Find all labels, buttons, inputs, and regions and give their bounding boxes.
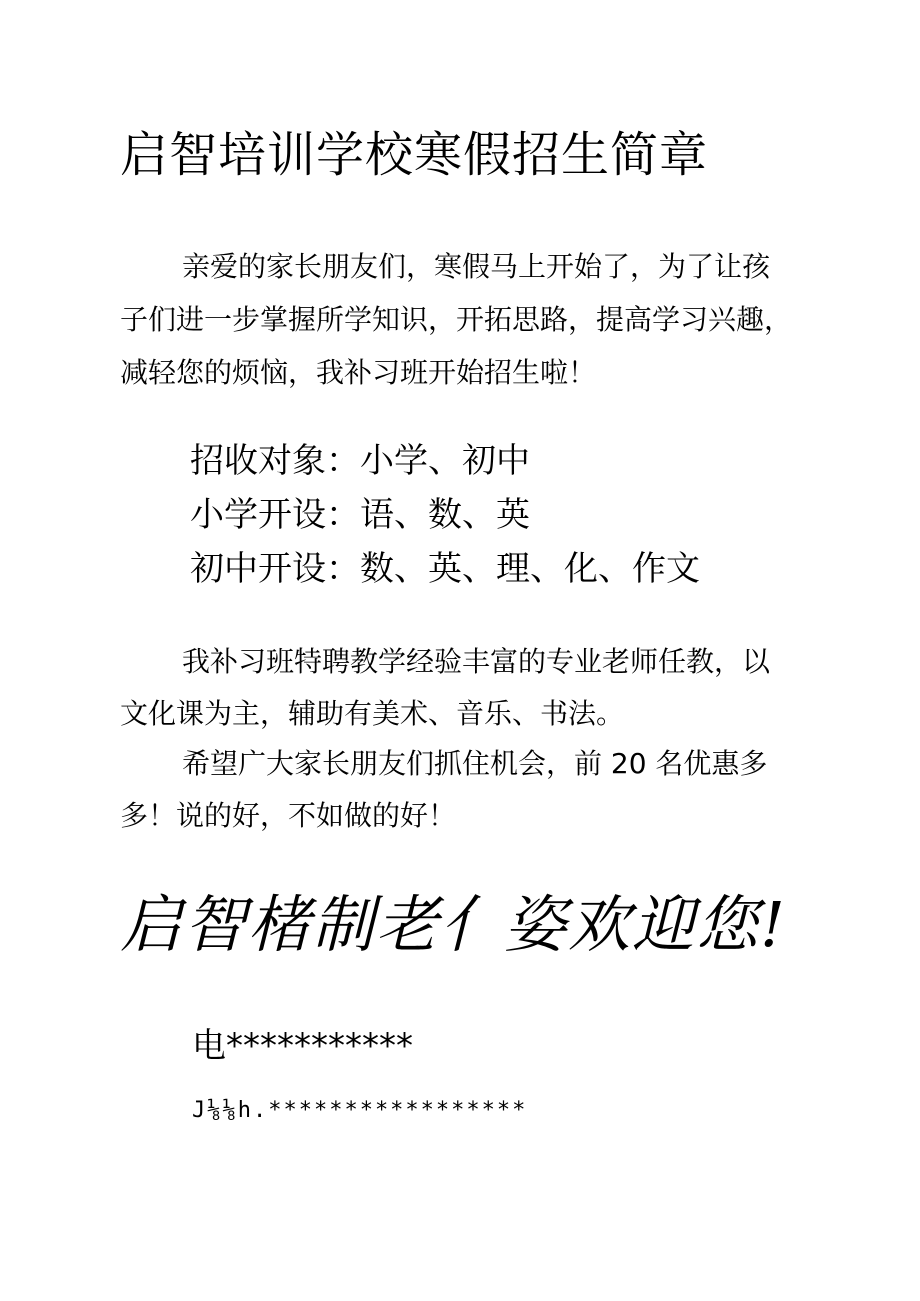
intro-line-3: 减轻您的烦恼，我补习班开始招生啦！ (120, 356, 597, 389)
closing-line-1: 希望广大家长朋友们抓住机会，前 20 名优惠多 (182, 747, 768, 780)
teachers-line-1: 我补习班特聘教学经验丰富的专业老师任教，以 (182, 645, 771, 678)
contact-web: J⅛⅛h.***************** (192, 1098, 528, 1123)
closing-line-2: 多！说的好，不如做的好！ (120, 799, 457, 832)
contact-phone: 电*********** (192, 1026, 413, 1066)
teachers-paragraph (120, 636, 840, 740)
course-offerings (190, 434, 700, 596)
offering-target: 招收对象：小学、初中 (190, 441, 530, 481)
intro-paragraph (120, 240, 840, 399)
intro-line-1: 亲爱的家长朋友们，寒假马上开始了，为了让孩 (182, 250, 771, 283)
teachers-line-2: 文化课为主，辅助有美术、音乐、书法。 (120, 697, 625, 730)
intro-line-2: 子们进一步掌握所学知识，开拓思路，提高学习兴趣， (120, 303, 793, 336)
offering-primary: 小学开设：语、数、英 (190, 495, 530, 535)
offering-junior: 初中开设：数、英、理、化、作文 (190, 549, 700, 589)
document-title: 启智培训学校寒假招生简章 (120, 127, 709, 183)
closing-paragraph (120, 738, 840, 842)
welcome-slogan: 启智楮制老亻姿欢迎您! (120, 888, 787, 961)
